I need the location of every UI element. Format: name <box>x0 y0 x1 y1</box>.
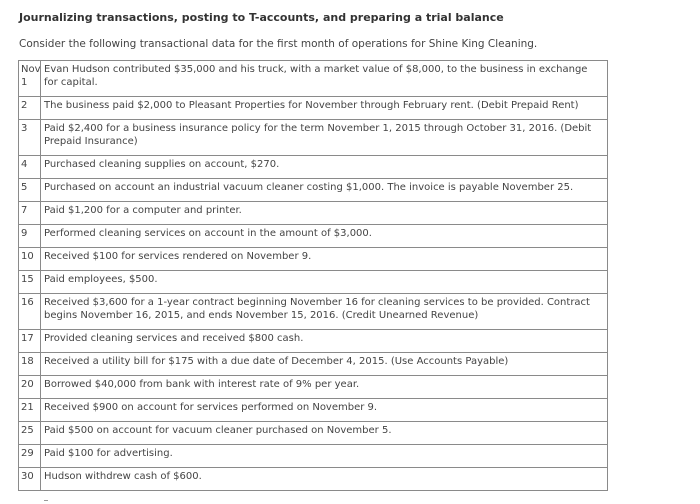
description-cell: Paid $1,200 for a computer and printer. <box>41 202 608 225</box>
date-cell: 7 <box>19 202 41 225</box>
date-cell: 4 <box>19 156 41 179</box>
table-row <box>19 399 608 422</box>
table-row <box>19 271 608 294</box>
date-cell: 18 <box>19 353 41 376</box>
date-cell: 30 <box>19 468 41 491</box>
date-cell: 3 <box>19 120 41 156</box>
date-cell: 16 <box>19 294 41 330</box>
table-row <box>19 468 608 491</box>
description-cell: The business paid $2,000 to Pleasant Properties for November through February rent. (Debit Prepaid Rent) <box>41 97 608 120</box>
cutoff-mark <box>44 500 48 504</box>
date-cell: 5 <box>19 179 41 202</box>
description-cell: Received $900 on account for services performed on November 9. <box>41 399 608 422</box>
description-cell: Paid $2,400 for a business insurance policy for the term November 1, 2015 through October 31, 2016. (Debit Prepaid Insurance) <box>41 120 608 156</box>
description-cell: Paid $100 for advertising. <box>41 445 608 468</box>
intro-text: Consider the following transactional data for the first month of operations for Shine King Cleaning. <box>19 38 538 50</box>
description-cell: Evan Hudson contributed $35,000 and his truck, with a market value of $8,000, to the business in exchange for capital. <box>41 61 608 97</box>
table-row <box>19 248 608 271</box>
date-cell: 2 <box>19 97 41 120</box>
transactions-table <box>18 60 608 491</box>
description-cell: Received a utility bill for $175 with a due date of December 4, 2015. (Use Accounts Payable) <box>41 353 608 376</box>
date-cell: 21 <box>19 399 41 422</box>
description-cell: Received $3,600 for a 1-year contract beginning November 16 for cleaning services to be provided. Contract begins November 16, 2015, and ends November 15, 2016. (Credit Unearned Revenue) <box>41 294 608 330</box>
date-cell: 15 <box>19 271 41 294</box>
date-cell: 20 <box>19 376 41 399</box>
description-cell: Hudson withdrew cash of $600. <box>41 468 608 491</box>
description-cell: Provided cleaning services and received $800 cash. <box>41 330 608 353</box>
description-cell: Borrowed $40,000 from bank with interest rate of 9% per year. <box>41 376 608 399</box>
description-cell: Purchased cleaning supplies on account, $270. <box>41 156 608 179</box>
description-cell: Paid $500 on account for vacuum cleaner purchased on November 5. <box>41 422 608 445</box>
table-row <box>19 179 608 202</box>
table-row <box>19 156 608 179</box>
table-row <box>19 294 608 330</box>
table-row <box>19 97 608 120</box>
table-row <box>19 120 608 156</box>
table-row <box>19 225 608 248</box>
page-title: Journalizing transactions, posting to T-accounts, and preparing a trial balance <box>19 11 504 24</box>
table-row <box>19 202 608 225</box>
date-cell: Nov 1 <box>19 61 41 97</box>
date-cell: 29 <box>19 445 41 468</box>
date-cell: 25 <box>19 422 41 445</box>
description-cell: Purchased on account an industrial vacuum cleaner costing $1,000. The invoice is payable November 25. <box>41 179 608 202</box>
table-row <box>19 376 608 399</box>
table-row <box>19 353 608 376</box>
table-row <box>19 422 608 445</box>
table-row <box>19 330 608 353</box>
description-cell: Performed cleaning services on account in the amount of $3,000. <box>41 225 608 248</box>
description-cell: Paid employees, $500. <box>41 271 608 294</box>
date-cell: 17 <box>19 330 41 353</box>
table-row <box>19 445 608 468</box>
date-cell: 10 <box>19 248 41 271</box>
description-cell: Received $100 for services rendered on November 9. <box>41 248 608 271</box>
date-cell: 9 <box>19 225 41 248</box>
table-row <box>19 61 608 97</box>
